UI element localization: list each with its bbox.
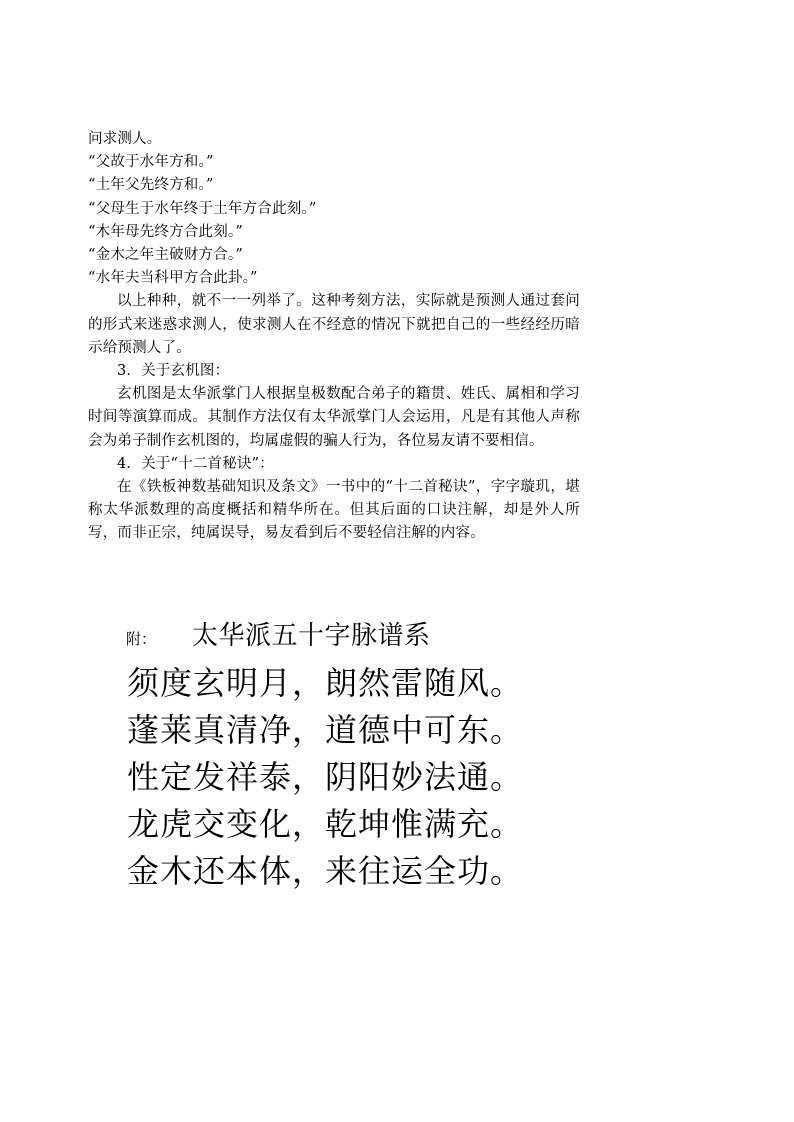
paragraph: 以上种种，就不一一列举了。这种考刻方法，实际就是预测人通过套问的形式来迷惑求测人，使求测人在不经意的情况下就把自己的一些经经历暗示给预测人了。 xyxy=(88,293,580,356)
section-heading: 4．关于“十二首秘诀”： xyxy=(117,455,274,472)
paragraph: 问求测人。 xyxy=(88,131,162,147)
verse-line: 金木还本体，来往运全功。 xyxy=(127,852,524,890)
paragraph: 在《铁板神数基础知识及条文》一书中的“十二首秘诀”，字字璇玑，堪称太华派数理的高度概括和精华所在。但其后面的口诀注解，却是外人所写，而非正宗，纯属误导，易友看到后不要轻信注解的内容。 xyxy=(88,479,580,542)
verse-line: 性定发祥泰，阴阳妙法通。 xyxy=(127,758,524,796)
quoted-verse: “父故于水年方和。” xyxy=(88,154,214,171)
appendix-title: 太华派五十字脉谱系 xyxy=(192,621,431,651)
quoted-verse: “父母生于水年终于土年方合此刻。” xyxy=(88,200,317,217)
appendix-heading xyxy=(126,615,431,652)
verse-line: 龙虎交变化，乾坤惟满充。 xyxy=(127,805,524,843)
quoted-verse: “金木之年主破财方合。” xyxy=(88,247,243,264)
section-heading: 3．关于玄机图： xyxy=(117,363,230,380)
verse-line: 须度玄明月，朗然雷随风。 xyxy=(127,664,524,702)
body-text xyxy=(88,128,580,546)
paragraph: 玄机图是太华派掌门人根据皇极数配合弟子的籍贯、姓氏、属相和学习时间等演算而成。其制作方法仅有太华派掌门人会运用，凡是有其他人声称会为弟子制作玄机图的，均属虚假的骗人行为，各位易友请不要相信。 xyxy=(88,386,580,449)
quoted-verse: “水年夫当科甲方合此卦。” xyxy=(88,270,258,287)
quoted-verse: “土年父先终方和。” xyxy=(88,177,214,194)
lineage-verses xyxy=(127,660,523,895)
appendix-label: 附： xyxy=(126,630,157,648)
quoted-verse: “木年母先终方合此刻。” xyxy=(88,223,243,240)
verse-line: 蓬莱真清净，道德中可东。 xyxy=(127,711,524,749)
